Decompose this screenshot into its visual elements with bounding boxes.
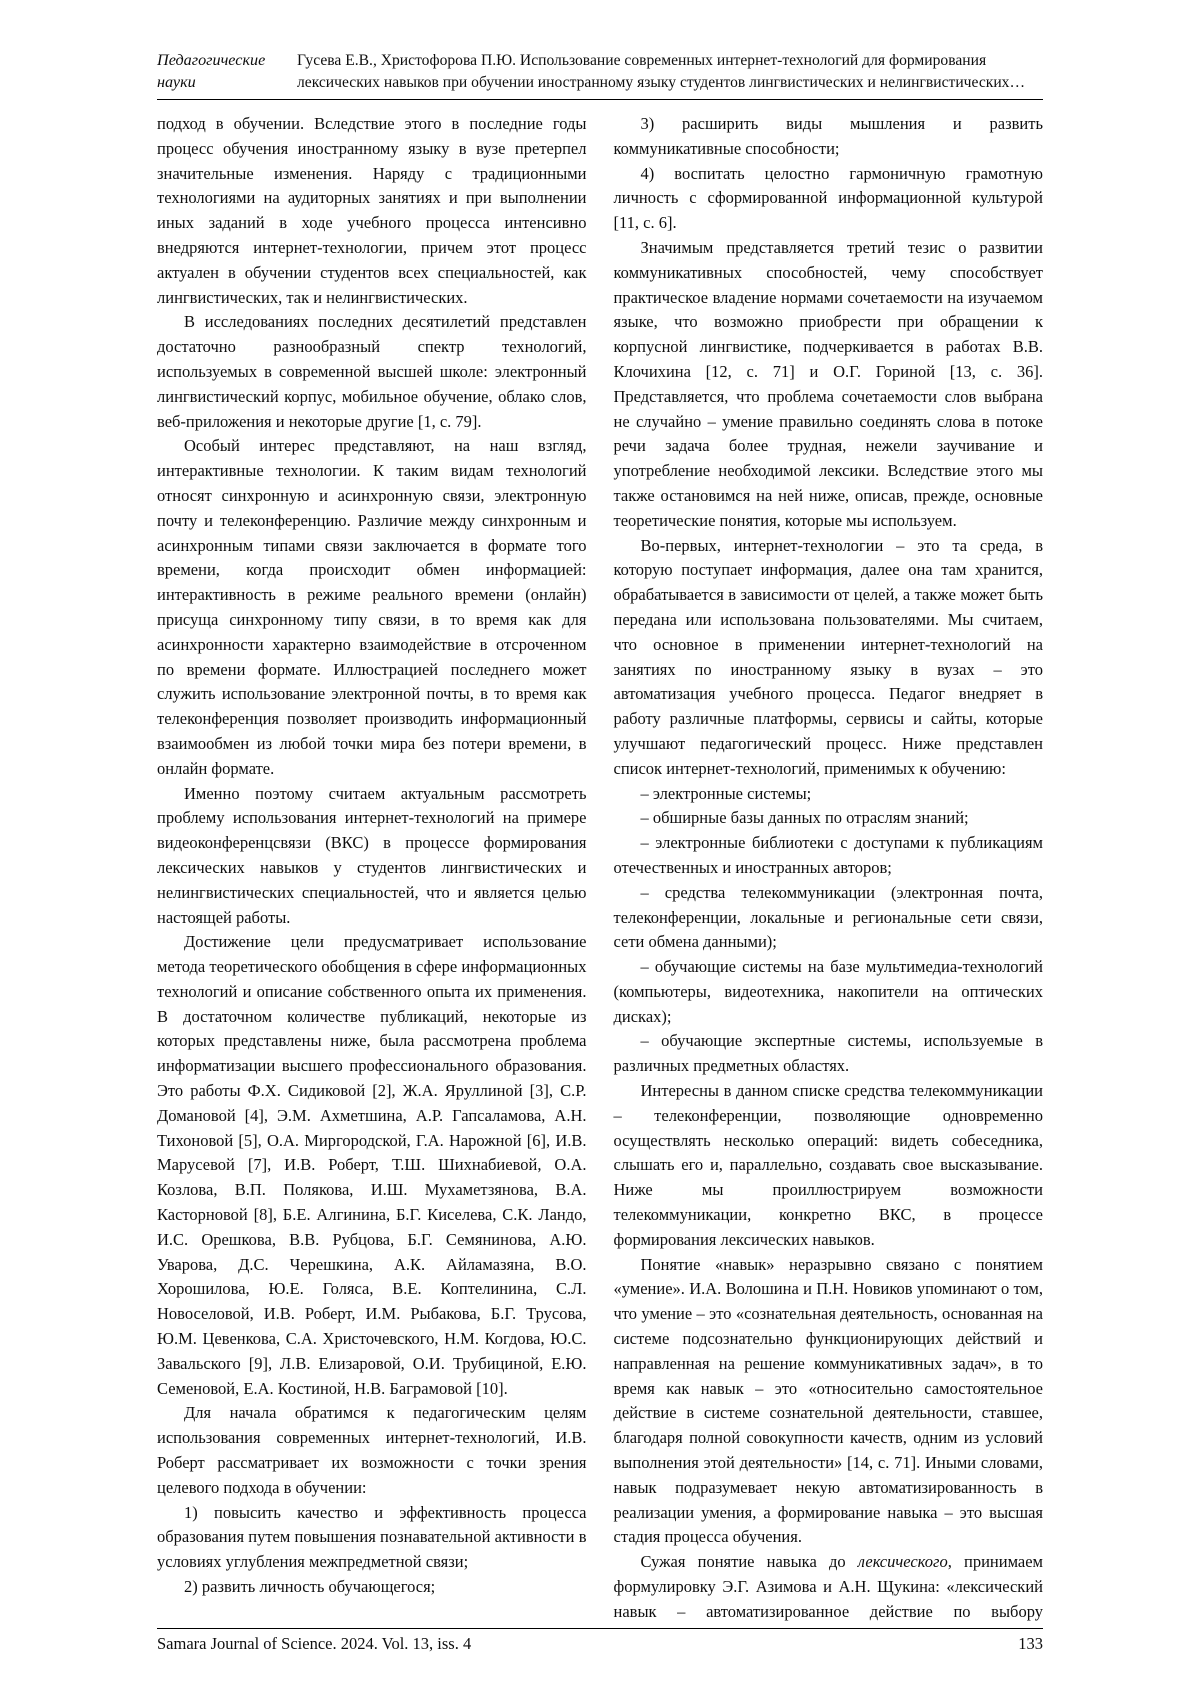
- paragraph: [157, 434, 587, 781]
- text-run: 3) расширить виды мышления и развить коммуникативные способности;: [613, 114, 1043, 158]
- text-run: – электронные системы;: [640, 783, 812, 803]
- paragraph: [157, 1575, 587, 1600]
- text-run: – обширные базы данных по отраслям знаний;: [640, 808, 969, 828]
- text-run: Значимым представляется третий тезис о развитии коммуникативных способностей, чему способствует практическое владение нормами сочетаемости на изучаемом языке, что возможно приобрести при обращении к корпусной лингвистике, подчеркивается в работах В.В. Клочихина [12, с. 71] и О.Г. Гориной [13, с. 36]. Представляется, что проблема сочетаемости слов выбрана не случайно – умение правильно соединять слова в потоке речи задача более трудная, нежели заучивание и употребление необходимой лексики. Вследствие этого мы также остановимся на ней ниже, описав, прежде, основные теоретические понятия, которые мы используем.: [613, 237, 1043, 530]
- paragraph: [614, 1550, 1044, 1624]
- text-run: Достижение цели предусматривает использование метода теоретического обобщения в сфере информационных технологий и описание собственного опыта их применения. В достаточном количестве публикаций, некоторые из которых представлены ниже, была рассмотрена проблема информатизации высшего профессионального образования. Это работы Ф.Х. Сидиковой [2], Ж.А. Яруллиной [3], С.Р. Домановой [4], Э.М. Ахметшина, А.Р. Гапсаламова, А.Н. Тихоновой [5], О.А. Миргородской, Г.А. Нарожной [6], И.В. Марусевой [7], И.В. Роберт, Т.Ш. Шихнабиевой, О.А. Козлова, В.П. Полякова, И.Ш. Мухаметзянова, В.А. Касторновой [8], Б.Е. Алгинина, Б.Г. Киселева, С.К. Ландо, И.С. Орешкова, В.В. Рубцова, Б.Г. Семянинова, А.Ю. Уварова, Д.С. Черешкина, А.К. Айламазяна, В.О. Хорошилова, Ю.Е. Голяса, В.Е. Коптелинина, С.Л. Новоселовой, И.В. Роберт, И.М. Рыбакова, Б.Г. Трусова, Ю.М. Цевенкова, С.А. Христочевского, Н.М. Когдова, Ю.С. Завальского [9], Л.В. Елизаровой, О.И. Трубициной, Е.Ю. Семеновой, Е.А. Костиной, Н.В. Баграмовой [10].: [157, 932, 587, 1398]
- paragraph: [614, 806, 1044, 831]
- paragraph: [614, 112, 1044, 162]
- running-head: [297, 50, 1043, 93]
- text-run: Особый интерес представляют, на наш взгляд, интерактивные технологии. К таким видам технологий относят синхронную и асинхронную связи, электронную почту и телеконференцию. Различие между синхронным и асинхронным типами связи заключается в формате того времени, когда происходит обмен информацией: интерактивность в режиме реального времени (онлайн) присуща синхронному типу связи, в то время как для асинхронности характерно взаимодействие в отсроченном по времени формате. Иллюстрацией последнего может служить использование электронной почты, в то время как телеконференция позволяет производить информационный взаимообмен из любой точки мира без потери времени, в онлайн формате.: [157, 436, 587, 778]
- running-head-line2: лексических навыков при обучении иностранному языку студентов лингвистических и нелингвистических…: [297, 73, 1026, 91]
- paragraph: [157, 930, 587, 1401]
- text-run: – средства телекоммуникации (электронная почта, телеконференции, локальные и региональные сети связи, сети обмена данными);: [613, 882, 1043, 952]
- section-label-line2: науки: [157, 72, 196, 91]
- page-header: [157, 50, 1043, 100]
- text-run: Во-первых, интернет-технологии – это та среда, в которую поступает информация, далее она там хранится, обрабатывается в зависимости от целей, а также может быть передана или использована пользователями. Мы считаем, что основное в применении интернет-технологий на занятиях по иностранному языку в вузах – это автоматизация учебного процесса. Педагог внедряет в работу различные платформы, сервисы и сайты, которые улучшают педагогический процесс. Ниже представлен список интернет-технологий, применимых к обучению:: [613, 535, 1043, 778]
- text-run: Интересны в данном списке средства телекоммуникации – телеконференции, позволяющие одновременно осуществлять несколько операций: видеть собеседника, слышать его и, параллельно, создавать свое высказывание. Ниже мы проиллюстрируем возможности телекоммуникации, конкретно ВКС, в процессе формирования лексических навыков.: [613, 1081, 1043, 1249]
- section-label: [157, 50, 277, 93]
- section-label-line1: Педагогические: [157, 51, 266, 69]
- text-run: Для начала обратимся к педагогическим целям использования современных интернет-технологий, И.В. Роберт рассматривает их возможности с точки зрения целевого подхода в обучении:: [157, 1403, 587, 1497]
- journal-citation: Samara Journal of Science. 2024. Vol. 13, iss. 4: [157, 1634, 472, 1653]
- paragraph: [614, 831, 1044, 881]
- text-run: Именно поэтому считаем актуальным рассмотреть проблему использования интернет-технологий на примере видеоконференцсвязи (ВКС) в процессе формирования лексических навыков у студентов лингвистических и нелингвистических специальностей, что и является целью настоящей работы.: [157, 783, 587, 927]
- paragraph: [614, 534, 1044, 782]
- text-run: В исследованиях последних десятилетий представлен достаточно разнообразный спектр технологий, используемых в современной высшей школе: электронный лингвистический корпус, мобильное обучение, облако слов, веб-приложения и некоторые другие [1, с. 79].: [157, 312, 587, 431]
- paragraph: [157, 1401, 587, 1500]
- text-run: – обучающие системы на базе мультимедиа-технологий (компьютеры, видеотехника, накопители на оптических дисках);: [613, 957, 1043, 1026]
- italic-text-run: лексического: [857, 1552, 948, 1572]
- paragraph: [157, 112, 587, 310]
- paragraph: [614, 955, 1044, 1029]
- text-run: 4) воспитать целостно гармоничную грамотную личность с сформированной информационной культурой [11, с. 6].: [613, 163, 1043, 233]
- paragraph: [614, 162, 1044, 236]
- paragraph: [614, 1029, 1044, 1079]
- text-run: Сужая понятие навыка до: [640, 1552, 858, 1572]
- left-column: [157, 112, 587, 1624]
- paragraph: [614, 236, 1044, 534]
- right-column: [614, 112, 1044, 1624]
- page-footer: [157, 1628, 1043, 1654]
- paragraph: [157, 782, 587, 931]
- text-run: подход в обучении. Вследствие этого в последние годы процесс обучения иностранному языку в вузе претерпел значительные изменения. Наряду с традиционными технологиями на аудиторных занятиях и при выполнении иных заданий в ходе учебного процесса интенсивно внедряются интернет-технологии, причем этот процесс актуален в обучении студентов всех специальностей, как лингвистических, так и нелингвистических.: [157, 114, 587, 307]
- page-number: 133: [1018, 1634, 1043, 1653]
- text-run: 1) повысить качество и эффективность процесса образования путем повышения познавательной активности в условиях углубления межпредметной связи;: [157, 1502, 587, 1572]
- paragraph: [614, 1253, 1044, 1551]
- paragraph: [157, 1501, 587, 1575]
- running-head-line1: Гусева Е.В., Христофорова П.Ю. Использование современных интернет-технологий для формирования: [297, 52, 987, 69]
- text-run: 2) развить личность обучающегося;: [184, 1577, 436, 1597]
- paragraph: [157, 310, 587, 434]
- paragraph: [614, 881, 1044, 955]
- paragraph: [614, 782, 1044, 807]
- text-run: – электронные библиотеки с доступами к публикациям отечественных и иностранных авторов;: [613, 833, 1043, 877]
- text-run: , принимаем формулировку Э.Г. Азимова и А.Н. Щукина: «лексический навык – автоматизированное действие по выбору: [613, 1552, 1043, 1621]
- text-run: – обучающие экспертные системы, используемые в различных предметных областях.: [613, 1031, 1043, 1076]
- text-run: Понятие «навык» неразрывно связано с понятием «умение». И.А. Волошина и П.Н. Новиков упоминают о том, что умение – это «сознательная деятельность, основанная на системе подсознательно функционирующих действий и направленная на решение коммуникативных задач», в то время как навык – это «относительно самостоятельное действие в системе сознательной деятельности, ставшее, благодаря полной совокупности качеств, одним из условий выполнения этой деятельности» [14, с. 71]. Иными словами, навык подразумевает некую автоматизированность в реализации умения, а формирование навыка – это высшая стадия процесса обучения.: [613, 1254, 1043, 1547]
- article-body: [157, 112, 1043, 1624]
- paragraph: [614, 1079, 1044, 1253]
